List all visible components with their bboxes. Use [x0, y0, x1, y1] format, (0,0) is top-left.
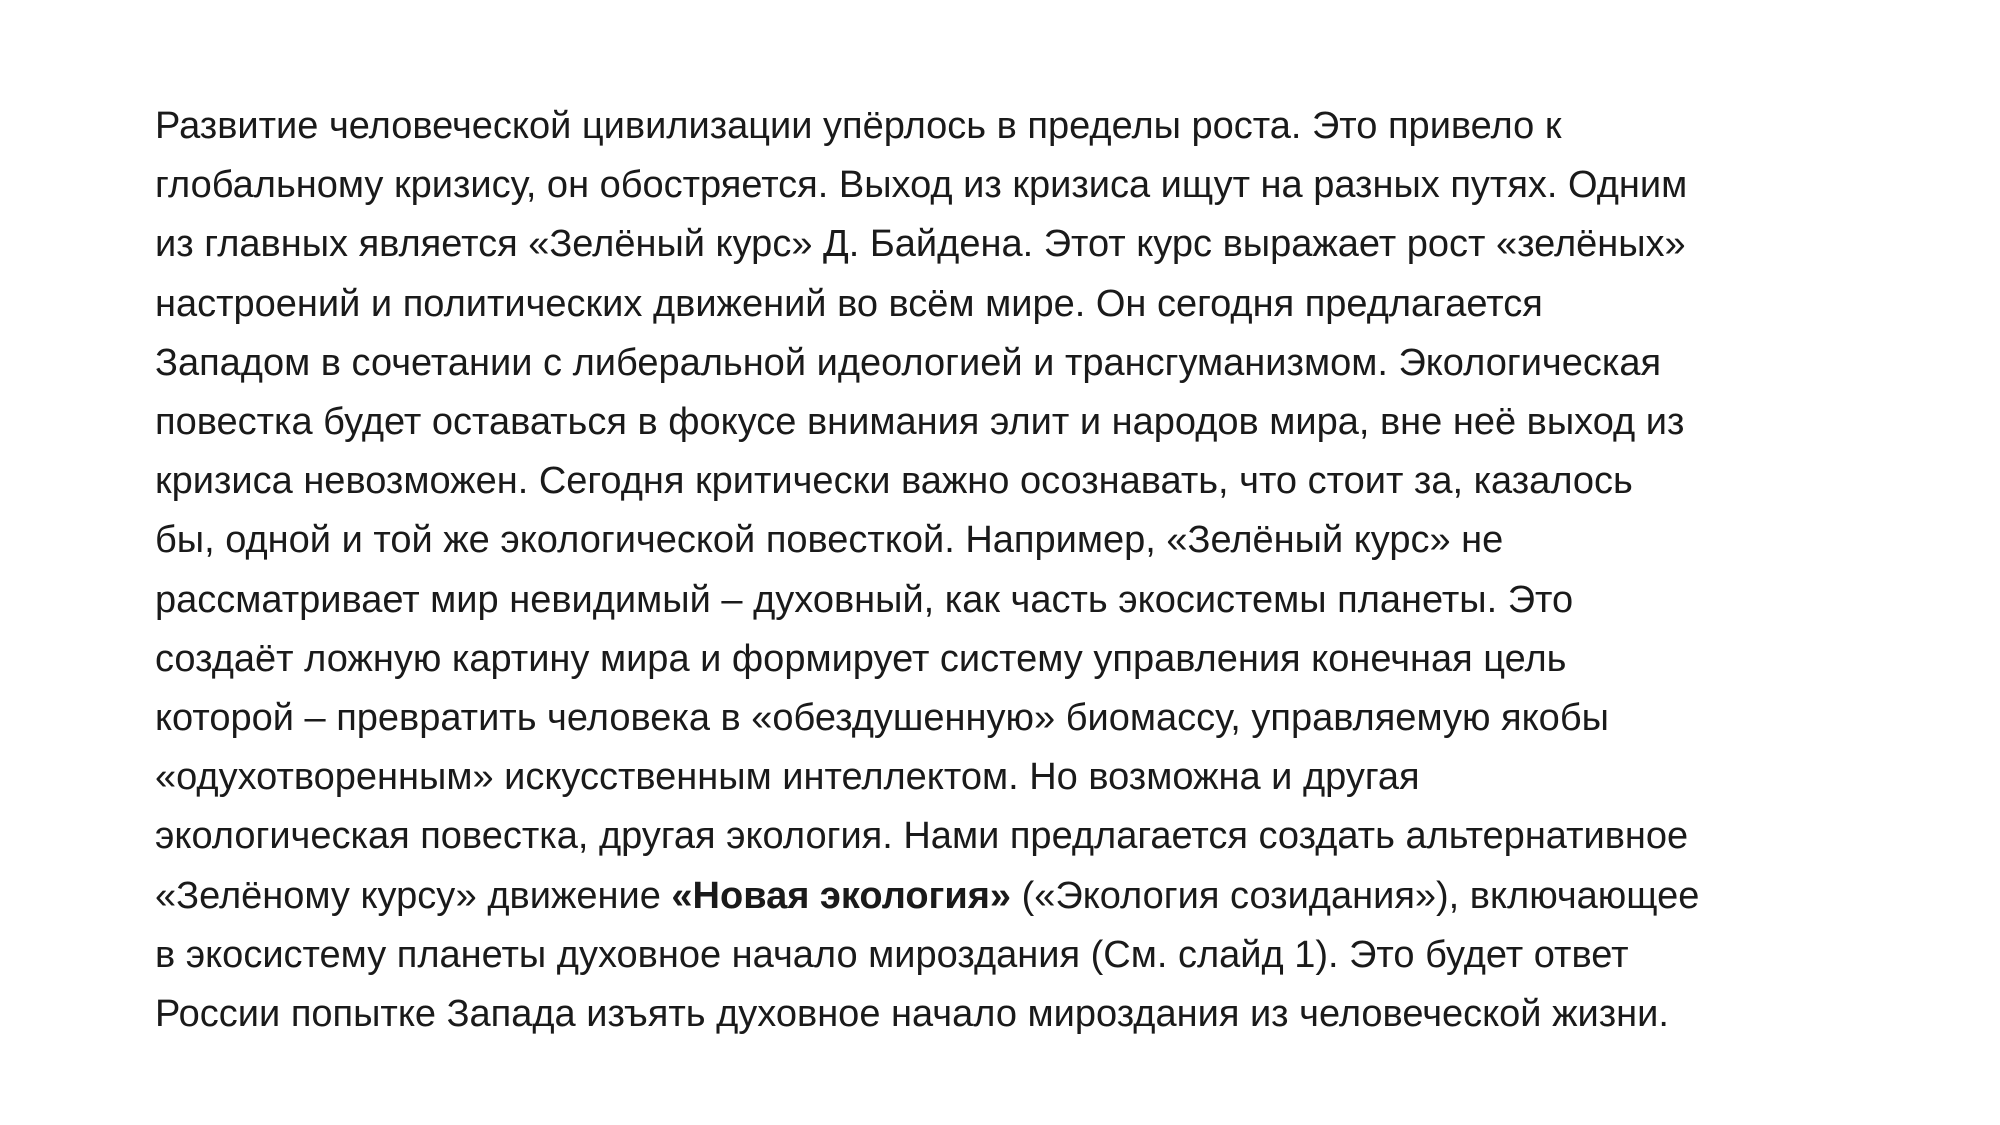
line-text-before-emphasis: «Зелёному курсу» движение — [155, 874, 672, 917]
paragraph-line: Развитие человеческой цивилизации упёрлось в пределы роста. Это привело к — [155, 105, 1562, 147]
paragraph-line: настроений и политических движений во всём мире. Он сегодня предлагается — [155, 282, 1543, 325]
paragraph-line: глобальному кризису, он обостряется. Выход из кризиса ищут на разных путях. Одним — [155, 164, 1688, 207]
line-text-after-emphasis: («Экология созидания»), включающее — [1011, 874, 1700, 917]
emphasis-new-ecology: «Новая экология» — [671, 874, 1012, 917]
paragraph-line: повестка будет оставаться в фокусе внимания элит и народов мира, вне неё выход из — [155, 401, 1685, 444]
paragraph-line: Западом в сочетании с либеральной идеологией и трансгуманизмом. Экологическая — [155, 341, 1662, 384]
paragraph-line: которой – превратить человека в «обездушенную» биомассу, управляемую якобы — [155, 697, 1609, 740]
paragraph-line: в экосистему планеты духовное начало мироздания (См. слайд 1). Это будет ответ — [155, 933, 1629, 976]
paragraph-line: из главных является «Зелёный курс» Д. Байдена. Этот курс выражает рост «зелёных» — [155, 223, 1686, 266]
paragraph-line: экологическая повестка, другая экология. Нами предлагается создать альтернативное — [155, 815, 1689, 858]
paragraph-line-with-emphasis — [155, 867, 1875, 926]
paragraph-line: России попытке Запада изъять духовное начало мироздания из человеческой жизни. — [155, 993, 1669, 1036]
paragraph-line: бы, одной и той же экологической повесткой. Например, «Зелёный курс» не — [155, 519, 1504, 562]
paragraph-line: рассматривает мир невидимый – духовный, как часть экосистемы планеты. Это — [155, 578, 1574, 621]
body-paragraph — [155, 97, 1875, 1044]
paragraph-line: кризиса невозможен. Сегодня критически важно осознавать, что стоит за, казалось — [155, 460, 1633, 503]
paragraph-line: «одухотворенным» искусственным интеллектом. Но возможна и другая — [155, 756, 1420, 799]
paragraph-line: создаёт ложную картину мира и формирует систему управления конечная цель — [155, 637, 1567, 680]
